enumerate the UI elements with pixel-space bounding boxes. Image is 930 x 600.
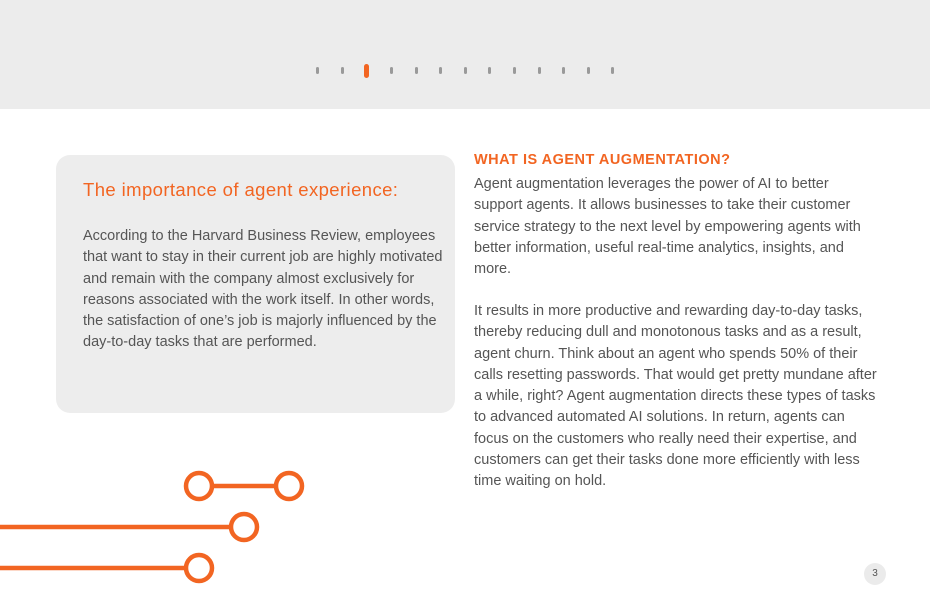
- circuit-lines-graphic: [0, 460, 320, 600]
- page-dot[interactable]: [513, 67, 516, 74]
- section-paragraph-1: Agent augmentation leverages the power of AI to better support agents. It allows businesses to take their customer service strategy to the next level by empowering agents with better information, useful real-time analytics, insights, and more.: [474, 176, 861, 278]
- page-dot[interactable]: [611, 67, 614, 74]
- circuit-node: [276, 473, 302, 499]
- callout-body: According to the Harvard Business Review, employees that want to stay in their current job are highly motivated and remain with the company almost exclusively for reasons associated with the work itself. In other words, the satisfaction of one’s job is majorly influenced by the day-to-day tasks that are performed.: [83, 228, 443, 351]
- page-dot-active[interactable]: [364, 64, 369, 78]
- page-dot[interactable]: [415, 67, 418, 74]
- circuit-node: [186, 473, 212, 499]
- page-dot[interactable]: [464, 67, 467, 74]
- page-indicator: [310, 64, 630, 78]
- agent-experience-callout: [56, 155, 455, 413]
- callout-title: The importance of agent experience:: [83, 179, 399, 200]
- page-dot[interactable]: [488, 67, 491, 74]
- page-dot[interactable]: [538, 67, 541, 74]
- page-dot[interactable]: [390, 67, 393, 74]
- section-heading: WHAT IS AGENT AUGMENTATION?: [474, 152, 731, 168]
- page-dot[interactable]: [562, 67, 565, 74]
- circuit-node: [231, 514, 257, 540]
- page-dot[interactable]: [439, 67, 442, 74]
- circuit-node: [186, 555, 212, 581]
- page-dot[interactable]: [587, 67, 590, 74]
- section-paragraph-2: It results in more productive and rewarding day-to-day tasks, thereby reducing dull and monotonous tasks and as a result, agent churn. Think about an agent who spends 50% of their calls resetting passwords. That would get pretty mundane after a while, right? Agent augmentation directs these types of tasks to advanced automated AI solutions. In return, agents can focus on the customers who really need their expertise, and customers can get their tasks done more efficiently with less time waiting on hold.: [474, 303, 877, 490]
- page-dot[interactable]: [316, 67, 319, 74]
- page-dot[interactable]: [341, 67, 344, 74]
- page-number-badge: 3: [864, 563, 886, 585]
- top-band: [0, 0, 930, 109]
